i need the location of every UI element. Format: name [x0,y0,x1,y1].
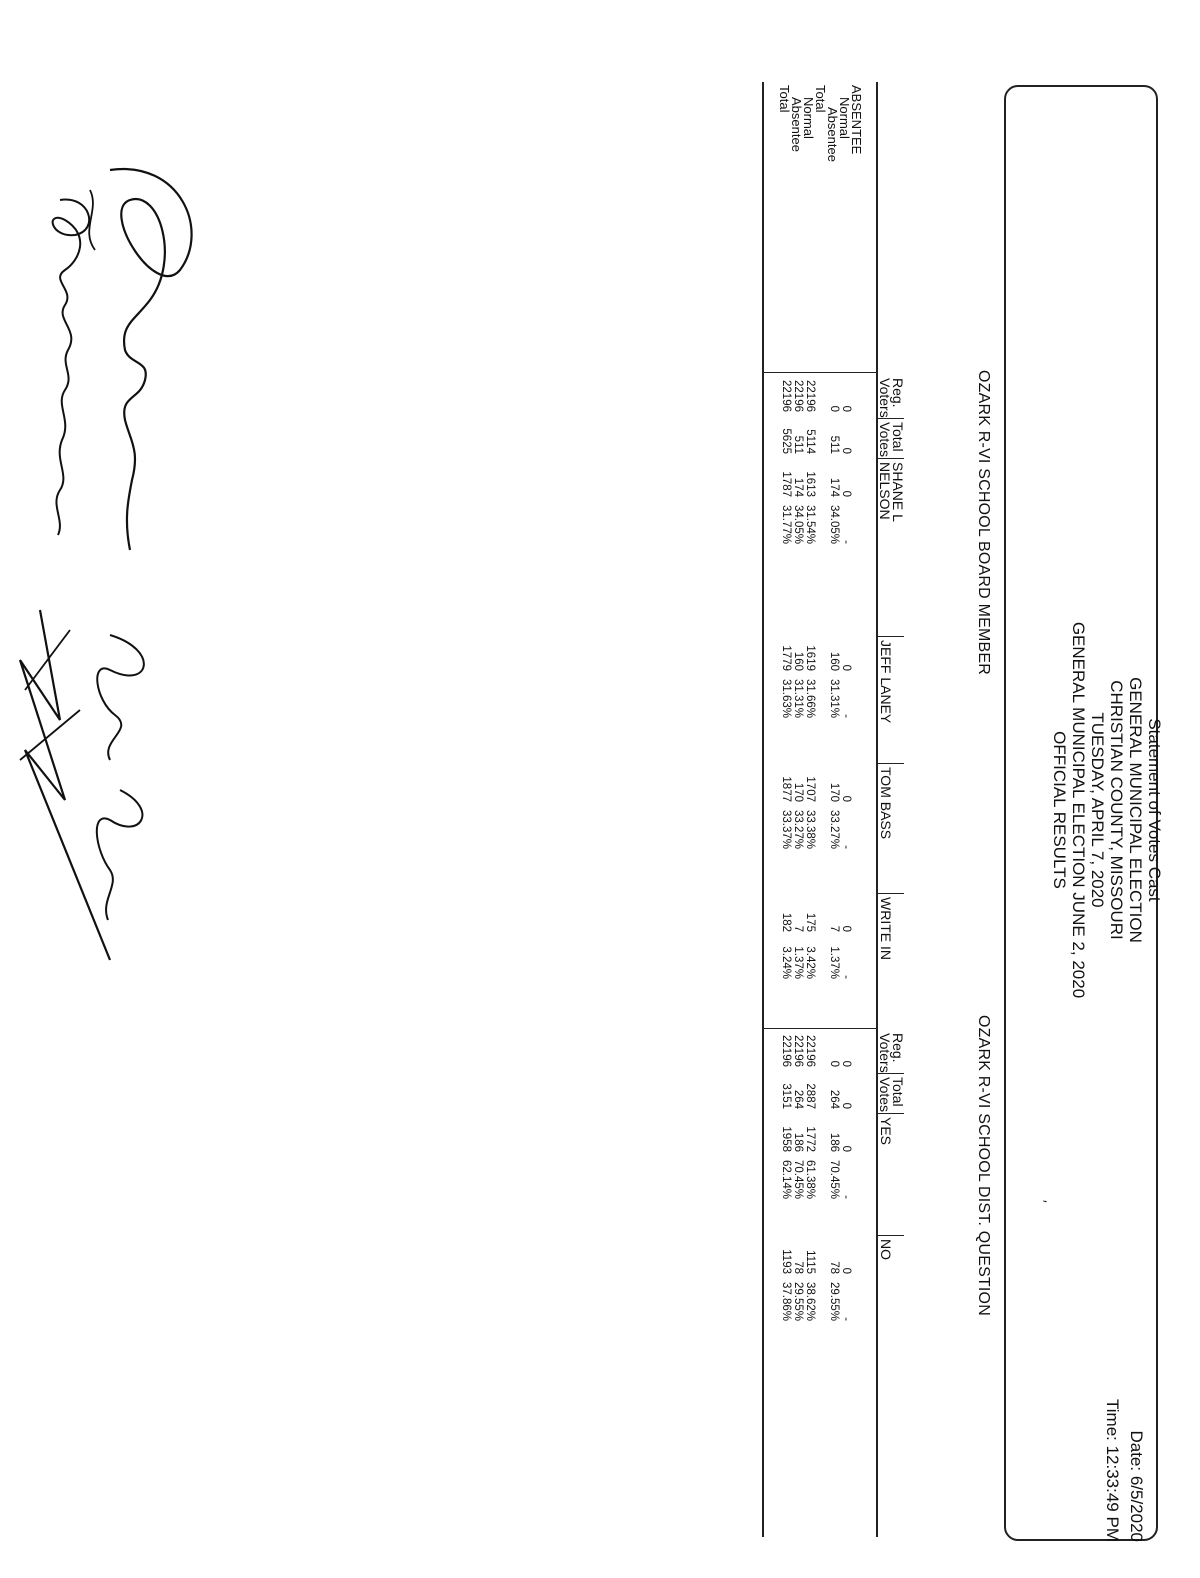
pct-cell: 33.37% [780,809,792,849]
reg-voters-cell: 0 [840,405,852,412]
race2-choice-no-header: NO [878,1239,894,1260]
report-title [1050,560,1164,1060]
col-sep [876,1113,904,1114]
col-sep [876,458,904,459]
pct-cell: 33.27% [828,809,840,849]
votes-cell: 1193 [780,1249,792,1274]
pct-cell: 29.55% [792,1281,804,1321]
row-label-grand-total: Total [777,85,792,113]
title-line: GENERAL MUNICIPAL ELECTION [1126,677,1145,943]
votes-cell: 0 [840,925,852,932]
race2-reg-voters-header: Reg. Voters [877,1033,906,1073]
reg-voters-cell: 0 [840,1060,852,1067]
row-label-absentee: Absentee [789,97,804,152]
pct-cell: 31.77% [780,504,792,544]
row-label-total: Total [813,85,828,113]
votes-cell: 1115 [804,1250,816,1274]
pct-cell: 37.86% [780,1281,792,1321]
pct-cell: - [840,1195,852,1199]
signature-2 [10,190,120,550]
title-line: CHRISTIAN COUNTY, MISSOURI [1107,680,1126,940]
votes-cell: 160 [828,651,840,671]
date-time [1100,1322,1148,1542]
race1-reg-voters-header: Reg. Voters [877,378,906,418]
votes-cell: 160 [792,651,804,671]
pct-cell: 70.45% [792,1159,804,1199]
votes-cell: 1958 [780,1126,792,1152]
votes-cell: 0 [840,664,852,671]
pct-cell: 31.31% [828,678,840,718]
race2-choice-yes-header: YES [878,1117,894,1146]
race1-candidate-header-2: JEFF LANEY [878,640,894,724]
pct-cell: 34.05% [828,504,840,544]
votes-cell: 186 [828,1132,840,1152]
votes-cell: 7 [828,925,840,932]
report-date: Date: 6/5/2020 [1127,1430,1146,1542]
pct-cell: 3.24% [780,946,792,979]
votes-cell: 0 [840,795,852,802]
votes-cell: 174 [828,477,840,497]
col-sep [876,1073,904,1074]
total-votes-cell: 264 [792,1089,804,1109]
votes-cell: 0 [840,490,852,497]
votes-cell: 170 [828,782,840,802]
pct-cell: 70.45% [828,1159,840,1199]
pct-cell: - [840,714,852,718]
pct-cell: 31.63% [780,678,792,718]
total-votes-cell: 5114 [804,429,816,454]
pct-cell: 31.54% [804,504,816,544]
votes-cell: 1877 [780,776,792,802]
votes-cell: 186 [792,1132,804,1152]
votes-cell: 170 [792,782,804,802]
total-votes-cell: 3151 [780,1083,792,1109]
pct-cell: 61.38% [804,1159,816,1199]
votes-cell: 0 [840,1145,852,1152]
reg-voters-cell: 22196 [792,380,804,412]
pct-cell: 29.55% [828,1281,840,1321]
report-time: Time: 12:33:49 PM [1103,1399,1122,1542]
votes-cell: 1779 [780,645,792,671]
stray-mark: ′ [1034,1200,1050,1203]
race2-total-votes-header: Total Votes [877,1077,906,1113]
race1-candidate-header-4: WRITE IN [878,897,894,960]
pct-cell: 33.38% [804,809,816,849]
row-label-normal: Normal [801,97,816,139]
race1-total-votes-header: Total Votes [877,422,906,458]
race1-candidate-header-3: TOM BASS [878,767,894,840]
votes-cell: 78 [792,1261,804,1274]
col-sep [876,893,904,894]
votes-cell: 1707 [804,776,816,802]
reg-voters-cell: 0 [828,405,840,412]
race1-candidate-header-1: SHANE L NELSON [877,462,906,522]
col-sep [876,418,904,419]
votes-cell: 182 [780,912,792,932]
col-sep [876,636,904,637]
row-labels [778,85,862,162]
race-divider [762,1028,878,1029]
col-sep [876,1235,904,1236]
pct-cell: 31.66% [804,678,816,718]
signature-4 [0,600,120,970]
pct-cell: 33.27% [792,809,804,849]
reg-voters-cell: 22196 [804,380,816,412]
pct-cell: 3.42% [804,946,816,979]
pct-cell: 38.62% [804,1281,816,1321]
race1-title: OZARK R-VI SCHOOL BOARD MEMBER [975,370,992,675]
title-line: TUESDAY, APRIL 7, 2020 [1088,712,1107,908]
row-label-absentee-sub: Absentee [825,107,840,162]
votes-cell: 7 [792,925,804,932]
row-label-absentee: ABSENTEE [849,85,864,155]
pct-cell: - [840,975,852,979]
pct-cell: - [840,540,852,544]
pct-cell: 1.37% [828,946,840,979]
total-votes-cell: 5625 [780,428,792,454]
footer-rule [762,82,764,1537]
total-votes-cell: 264 [828,1089,840,1109]
total-votes-cell: 2887 [804,1083,816,1109]
votes-cell: 175 [804,912,816,932]
total-votes-cell: 0 [840,447,852,454]
title-line: OFFICIAL RESULTS [1050,731,1069,889]
reg-voters-cell: 22196 [780,1035,792,1067]
votes-cell: 78 [828,1261,840,1274]
reg-voters-cell: 22196 [804,1035,816,1067]
total-votes-cell: 511 [792,435,804,454]
race2-title: OZARK R-VI SCHOOL DIST. QUESTION [975,1015,992,1316]
title-line: Statement of Votes Cast [1145,718,1164,902]
pct-cell: - [840,845,852,849]
pct-cell: 34.05% [792,504,804,544]
votes-cell: 0 [840,1267,852,1274]
row-label-normal: Normal [837,97,852,139]
votes-cell: 1787 [780,471,792,497]
pct-cell: 62.14% [780,1159,792,1199]
label-divider [762,372,878,373]
votes-cell: 1619 [804,645,816,671]
reg-voters-cell: 22196 [780,380,792,412]
pct-cell: 31.31% [792,678,804,718]
title-line: GENERAL MUNICIPAL ELECTION JUNE 2, 2020 [1069,621,1088,999]
total-votes-cell: 0 [840,1102,852,1109]
reg-voters-cell: 0 [828,1060,840,1067]
votes-cell: 1613 [804,471,816,497]
total-votes-cell: 511 [828,435,840,454]
pct-cell: 1.37% [792,946,804,979]
votes-cell: 174 [792,477,804,497]
pct-cell: - [840,1317,852,1321]
reg-voters-cell: 22196 [792,1035,804,1067]
votes-cell: 1772 [804,1126,816,1152]
col-sep [876,763,904,764]
